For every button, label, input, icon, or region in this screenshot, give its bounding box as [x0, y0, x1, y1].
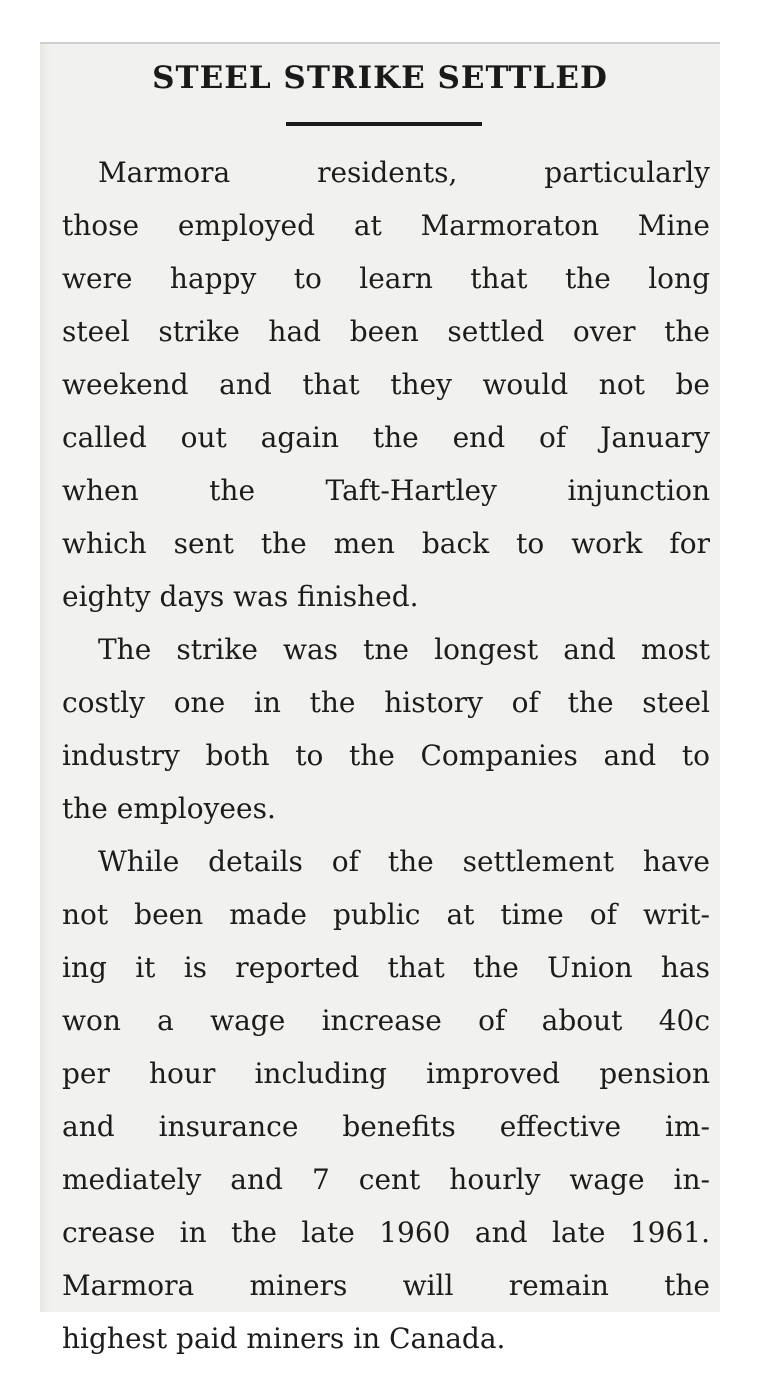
paragraph-1-line-6: called out again the end of January	[62, 421, 710, 454]
paragraph-1-line-2: those employed at Marmoraton Mine	[62, 209, 710, 242]
paragraph-2-line-1: The strike was tne longest and most	[98, 633, 710, 666]
paragraph-1-line-8: which sent the men back to work for	[62, 527, 710, 560]
paragraph-3-line-4: won a wage increase of about 40c	[62, 1004, 710, 1037]
headline: STEEL STRIKE SETTLED	[152, 60, 608, 96]
paragraph-3-line-8: crease in the late 1960 and late 1961.	[62, 1216, 710, 1249]
paragraph-3-line-7: mediately and 7 cent hourly wage in-	[62, 1163, 710, 1196]
paragraph-1-line-1: Marmora residents, particularly	[98, 156, 710, 189]
paragraph-2-line-2: costly one in the history of the steel	[62, 686, 710, 719]
paragraph-3-line-9: Marmora miners will remain the	[62, 1269, 710, 1302]
paragraph-1-line-5: weekend and that they would not be	[62, 368, 710, 401]
article-body	[62, 146, 710, 1365]
headline-rule	[286, 122, 482, 126]
paragraph-3-line-3: ing it is reported that the Union has	[62, 951, 710, 984]
paragraph-3-line-2: not been made public at time of writ-	[62, 898, 710, 931]
paragraph-2-line-4: the employees.	[62, 792, 276, 825]
paragraph-3-line-10: highest paid miners in Canada.	[62, 1322, 506, 1355]
paragraph-1-line-9: eighty days was finished.	[62, 580, 419, 613]
paragraph-3-line-6: and insurance benefits effective im-	[62, 1110, 710, 1143]
paragraph-2-line-3: industry both to the Companies and to	[62, 739, 710, 772]
paragraph-1-line-3: were happy to learn that the long	[62, 262, 710, 295]
paragraph-3-line-1: While details of the settlement have	[98, 845, 710, 878]
paragraph-3-line-5: per hour including improved pension	[62, 1057, 710, 1090]
newspaper-clipping	[40, 42, 720, 1355]
paragraph-1-line-4: steel strike had been settled over the	[62, 315, 710, 348]
paragraph-1-line-7: when the Taft-Hartley injunction	[62, 474, 710, 507]
